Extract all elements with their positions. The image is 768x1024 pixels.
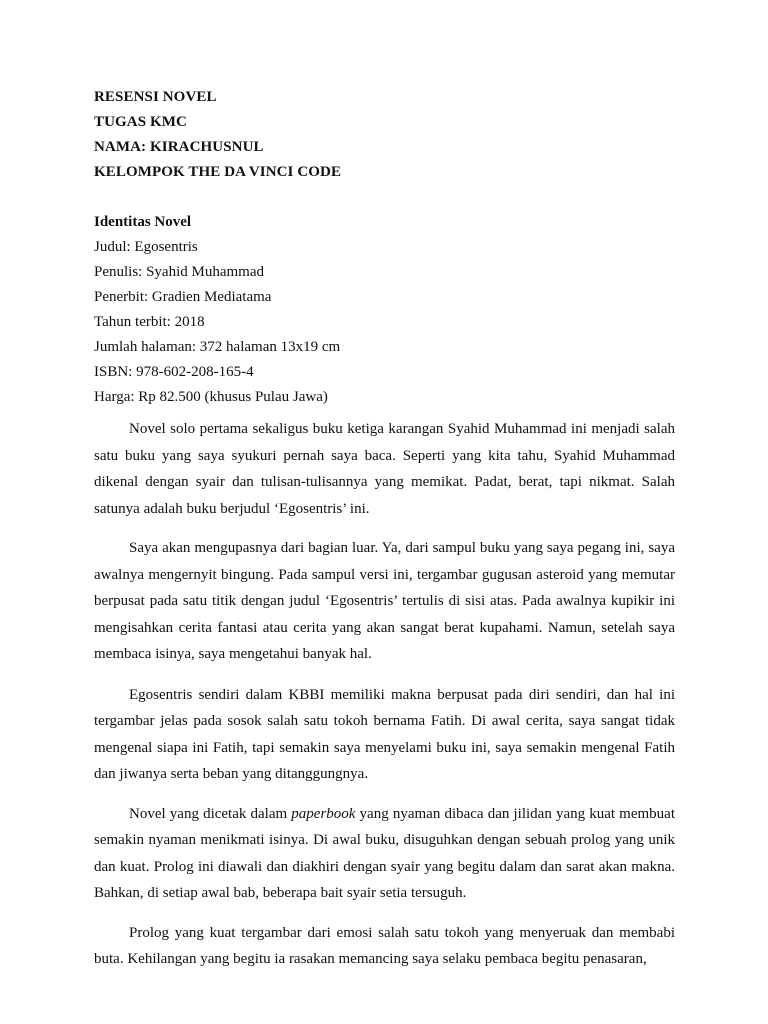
meta-penerbit: Penerbit: Gradien Mediatama (94, 289, 272, 305)
identity-title: Identitas Novel (94, 214, 192, 230)
body-paragraph-5: Prolog yang kuat tergambar dari emosi salah satu tokoh yang menyeruak dan membabi buta. Kehilangan yang begitu ia rasakan memancing saya selaku pembaca begitu penasaran, (94, 924, 675, 967)
meta-penulis: Penulis: Syahid Muhammad (94, 264, 264, 280)
p4-text-start: Novel yang dicetak dalam (129, 805, 292, 822)
meta-tahun: Tahun terbit: 2018 (94, 314, 205, 330)
header-group: KELOMPOK THE DA VINCI CODE (94, 164, 342, 180)
p4-emphasis: paperbook (291, 805, 356, 822)
body-paragraph-1: Novel solo pertama sekaligus buku ketiga karangan Syahid Muhammad ini menjadi salah satu buku yang saya syukuri pernah saya baca. Seperti yang kita tahu, Syahid Muhammad dikenal dengan syair dan tulisan-tulisannya yang memikat. Padat, berat, tapi nikmat. Salah satunya adalah buku berjudul ‘Egosentris’ ini. (94, 421, 675, 517)
body-paragraph-2: Saya akan mengupasnya dari bagian luar. Ya, dari sampul buku yang saya pegang ini, saya awalnya mengernyit bingung. Pada sampul versi ini, tergambar gugusan asteroid yang memutar berpusat pada satu titik dengan judul ‘Egosentris’ tertulis di sisi atas. Pada awalnya kupikir ini mengisahkan cerita fantasi atau cerita yang akan sangat berat kupahami. Namun, setelah saya membaca isinya, saya mengetahui banyak hal. (94, 540, 675, 662)
spacer (94, 185, 675, 210)
body-paragraph-3: Egosentris sendiri dalam KBBI memiliki makna berpusat pada diri sendiri, dan hal ini tergambar jelas pada sosok salah satu tokoh bernama Fatih. Di awal cerita, saya sangat tidak mengenal siapa ini Fatih, tapi semakin saya menyelami buku ini, saya semakin mengenal Fatih dan jiwanya serta beban yang ditanggungnya. (94, 686, 675, 782)
header-title: RESENSI NOVEL (94, 89, 217, 105)
meta-judul: Judul: Egosentris (94, 239, 198, 255)
header-name: NAMA: KIRACHUSNUL (94, 139, 264, 155)
identity-section (94, 210, 675, 410)
meta-halaman: Jumlah halaman: 372 halaman 13x19 cm (94, 339, 341, 355)
p4-text-end: yang nyaman dibaca dan jilidan yang kuat membuat semakin nyaman menikmati isinya. Di awal buku, disuguhkan dengan sebuah prolog yang unik dan kuat. Prolog ini diawali dan diakhiri dengan syair yang begitu dalam dan sarat akan makna. Bahkan, di setiap awal bab, beberapa bait syair setia tersuguh. (94, 805, 675, 901)
document-header (94, 85, 675, 185)
document-page (94, 85, 675, 973)
meta-isbn: ISBN: 978-602-208-165-4 (94, 364, 254, 380)
body-paragraph-4 (94, 801, 675, 907)
header-assignment: TUGAS KMC (94, 114, 187, 130)
meta-harga: Harga: Rp 82.500 (khusus Pulau Jawa) (94, 389, 328, 405)
